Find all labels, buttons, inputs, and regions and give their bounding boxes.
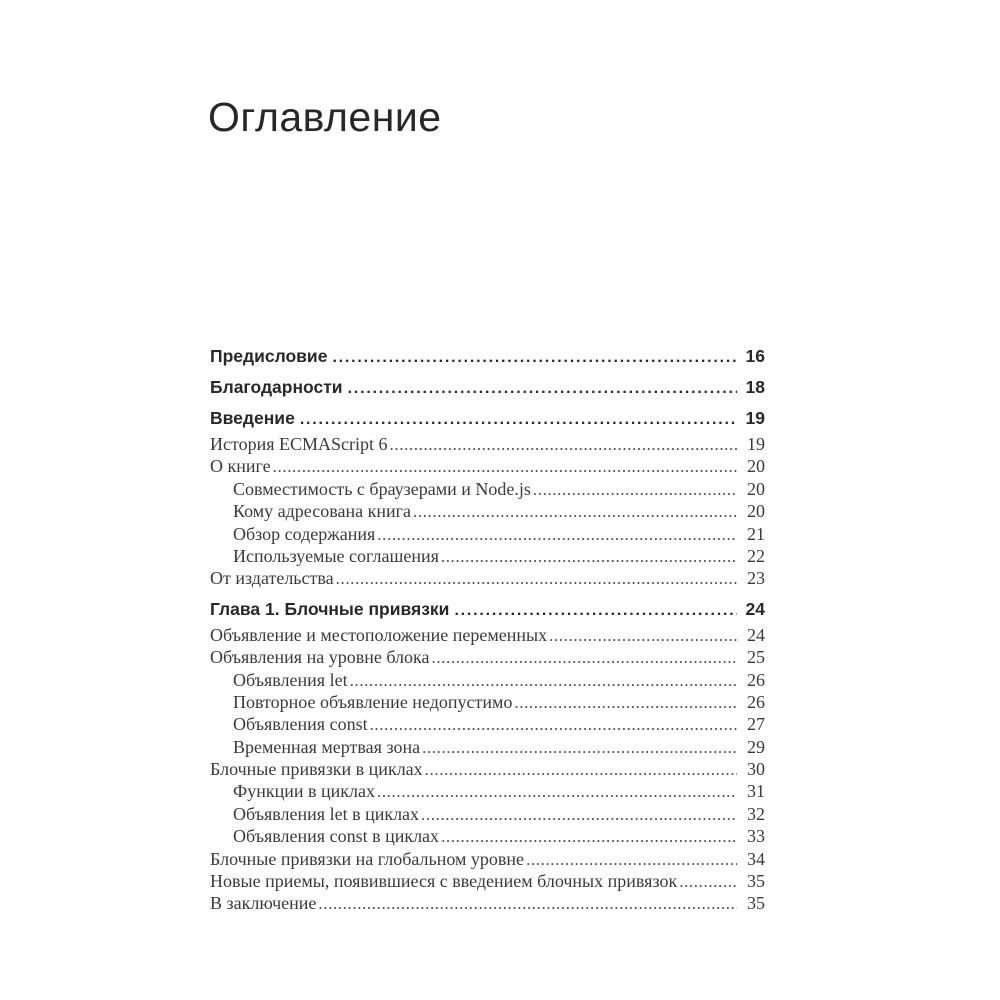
toc-entry: [210, 758, 765, 780]
toc-entry-title: В заключение: [210, 893, 317, 914]
toc-entry-title: Глава 1. Блочные привязки: [210, 598, 450, 619]
toc-entry-title: Обзор содержания: [233, 523, 376, 544]
toc-entry-title: Используемые соглашения: [233, 545, 439, 566]
toc-entry: [210, 825, 765, 847]
toc-entry-page: 22: [747, 545, 765, 566]
dot-leader: [454, 597, 737, 623]
toc-entry: [210, 624, 765, 646]
toc-entry-title: Временная мертвая зона: [233, 736, 421, 757]
toc-entry-title: Введение: [210, 408, 295, 428]
dot-leader: [273, 455, 737, 478]
toc-entry-title: Объявления const в циклах: [233, 826, 440, 847]
dot-leader: [441, 825, 737, 848]
dot-leader: [370, 713, 737, 736]
toc-entry-title: О книге: [210, 456, 271, 477]
dot-leader: [377, 780, 737, 803]
toc-entry: [210, 455, 765, 477]
dot-leader: [431, 646, 737, 669]
toc-entry-title: Объявления const: [233, 714, 368, 735]
toc-entry-page: 35: [747, 893, 765, 914]
dot-leader: [425, 758, 737, 781]
toc-entry-page: 20: [747, 456, 765, 477]
toc-entry: [210, 736, 765, 758]
toc-entry: [210, 344, 765, 368]
dot-leader: [549, 624, 737, 647]
toc-entry: [210, 803, 765, 825]
toc-entry-page: 19: [747, 434, 765, 454]
toc-entry: [210, 406, 765, 430]
toc-entry: [210, 870, 765, 892]
dot-leader: [441, 545, 737, 568]
toc-entry: [210, 646, 765, 668]
toc-entry-title: История ECMAScript 6: [210, 434, 388, 454]
dot-leader: [318, 892, 737, 915]
toc-entry-title: Блочные привязки на глобальном уровне: [210, 848, 525, 869]
toc-entry-title: Благодарности: [210, 377, 343, 397]
dot-leader: [533, 478, 737, 501]
toc-entry: [210, 691, 765, 713]
toc-entry-title: Объявления let: [233, 669, 348, 690]
dot-leader: [348, 375, 737, 401]
toc-entry-page: 20: [747, 501, 765, 522]
toc-entry-page: 26: [747, 691, 765, 712]
toc-entry-page: 20: [747, 478, 765, 499]
toc-entry-page: 25: [747, 647, 765, 668]
toc-entry: [210, 523, 765, 545]
toc-entry-page: 31: [747, 781, 765, 802]
toc-entry-page: 27: [747, 714, 765, 735]
dot-leader: [514, 691, 737, 714]
toc-entry: [210, 597, 765, 621]
toc-entry-page: 26: [747, 669, 765, 690]
dot-leader: [422, 736, 737, 759]
dot-leader: [336, 567, 737, 590]
toc-entry-page: 19: [745, 408, 765, 428]
toc-entry-page: 32: [747, 803, 765, 824]
toc-entry: [210, 433, 765, 455]
dot-leader: [526, 848, 737, 871]
toc-entry-page: 24: [745, 598, 765, 619]
dot-leader: [350, 669, 737, 692]
toc-entry-page: 29: [747, 736, 765, 757]
toc-entry-page: 30: [747, 759, 765, 780]
dot-leader: [679, 870, 737, 893]
toc-entry-title: Объявление и местоположение переменных: [210, 624, 548, 645]
toc-entry: [210, 892, 765, 914]
toc-entry-title: Новые приемы, появившиеся с введением блочных привязок: [210, 871, 678, 892]
toc-entry-page: 34: [747, 848, 765, 869]
toc-entry-page: 35: [747, 871, 765, 892]
toc-entry: [210, 848, 765, 870]
toc-entry: [210, 375, 765, 399]
dot-leader: [390, 433, 737, 456]
toc-entry-title: От издательства: [210, 568, 334, 589]
dot-leader: [300, 406, 737, 432]
dot-leader: [413, 500, 737, 523]
toc-entry-title: Совместимость с браузерами и Node.js: [233, 478, 531, 499]
toc-entry-page: 18: [745, 377, 765, 397]
toc-entry-title: Повторное объявление недопустимо: [233, 691, 513, 712]
toc-entry-title: Кому адресована книга: [233, 501, 411, 522]
toc-entry-title: Объявления на уровне блока: [210, 647, 430, 668]
toc-entry-page: 16: [745, 346, 765, 366]
toc-entry-page: 21: [747, 523, 765, 544]
dot-leader: [332, 344, 737, 370]
dot-leader: [377, 523, 737, 546]
dot-leader: [421, 803, 737, 826]
toc-entry: [210, 780, 765, 802]
toc-entry: [210, 500, 765, 522]
toc-entry: [210, 478, 765, 500]
table-of-contents: [210, 344, 765, 915]
toc-entry: [210, 567, 765, 589]
toc-entry-page: 24: [747, 624, 765, 645]
toc-entry-page: 33: [747, 826, 765, 847]
toc-entry: [210, 545, 765, 567]
toc-entry: [210, 713, 765, 735]
toc-entry: [210, 669, 765, 691]
toc-entry-title: Предисловие: [210, 346, 328, 366]
toc-entry-title: Объявления let в циклах: [233, 803, 420, 824]
page-title: Оглавление: [208, 94, 442, 140]
toc-entry-title: Функции в циклах: [233, 781, 375, 802]
toc-entry-title: Блочные привязки в циклах: [210, 759, 423, 780]
toc-entry-page: 23: [747, 568, 765, 589]
